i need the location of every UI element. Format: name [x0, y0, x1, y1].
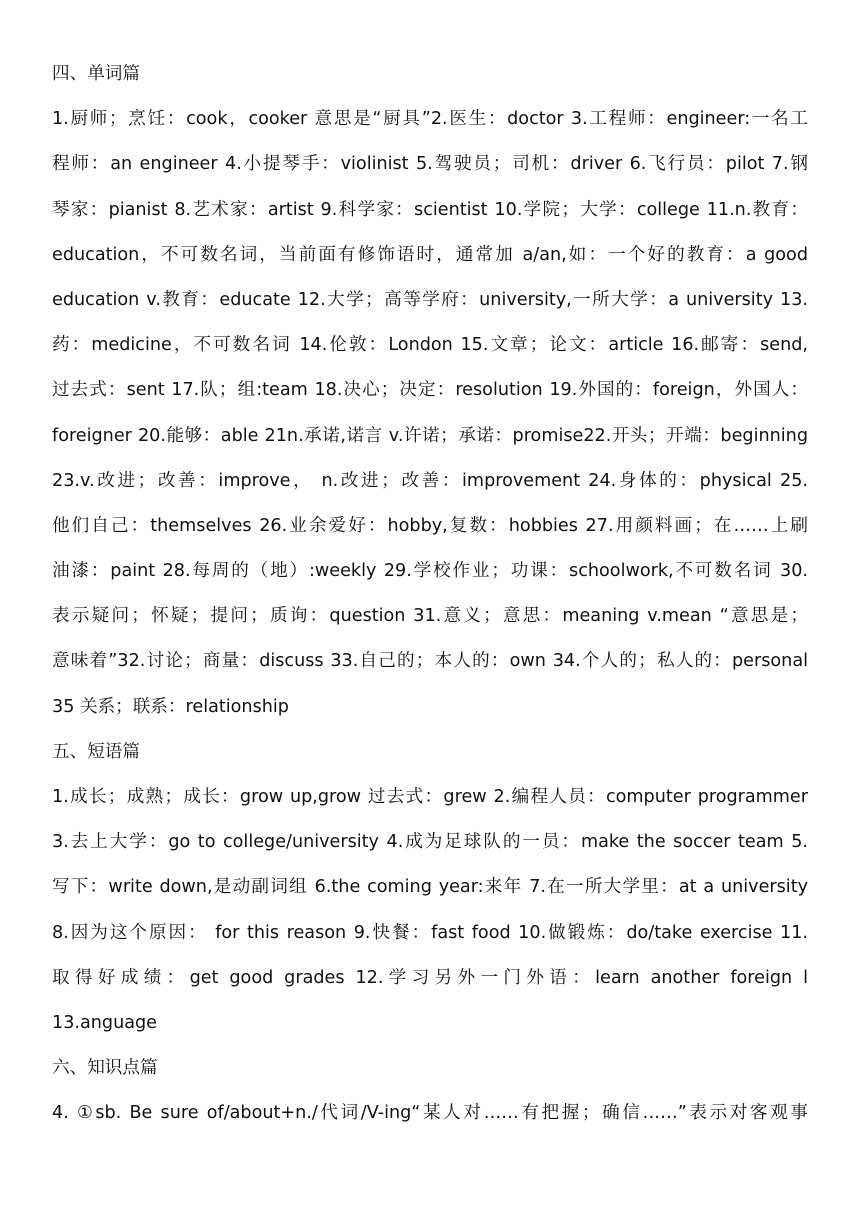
text-line: 过去式：sent 17.队；组:team 18.决心；决定：resolution 19.外国的：foreign，外国人： [52, 380, 808, 401]
text-line: 8.因为这个原因： for this reason 9.快餐：fast food 10.做锻炼：do/take exercise 11. [52, 922, 808, 943]
text-line: 程师：an engineer 4.小提琴手：violinist 5.驾驶员；司机：driver 6.飞行员：pilot 7.钢 [52, 154, 808, 175]
section-heading: 五、短语篇 [52, 741, 140, 762]
text-line: 1.厨师；烹饪：cook，cooker 意思是“厨具”2.医生：doctor 3.工程师：engineer:一名工 [52, 109, 808, 130]
text-line: 意味着”32.讨论；商量：discuss 33.自己的；本人的：own 34.个人的；私人的：personal [52, 651, 808, 672]
section-heading: 四、单词篇 [52, 64, 140, 84]
text-line: 表示疑问；怀疑；提问；质询：question 31.意义；意思：meaning v.mean “意思是； [52, 606, 808, 627]
text-line: 他们自己：themselves 26.业余爱好：hobby,复数：hobbies 27.用颜料画；在……上刷 [52, 515, 808, 536]
text-line: 13.anguage [52, 1012, 158, 1033]
text-line: 油漆：paint 28.每周的（地）:weekly 29.学校作业；功课：schoolwork,不可数名词 30. [52, 561, 808, 582]
text-line: 取得好成绩：get good grades 12.学习另外一门外语：learn another foreign l [52, 967, 808, 988]
text-line: 35 关系；联系：relationship [52, 696, 289, 717]
document-body [52, 52, 808, 1137]
text-line: 1.成长；成熟；成长：grow up,grow 过去式：grew 2.编程人员：computer programmer [52, 787, 808, 807]
text-line: 23.v.改进；改善：improve， n.改进；改善：improvement 24.身体的：physical 25. [52, 470, 808, 491]
text-line: foreigner 20.能够：able 21n.承诺,诺言 v.许诺；承诺：promise22.开头；开端：beginning [52, 425, 808, 446]
text-line: education，不可数名词，当前面有修饰语时，通常加 a/an,如：一个好的教育：a good [52, 244, 808, 265]
document-page [52, 52, 808, 1137]
text-line: education v.教育：educate 12.大学；高等学府：university,一所大学：a university 13. [52, 289, 808, 310]
section-heading: 六、知识点篇 [52, 1058, 158, 1079]
text-line: 写下：write down,是动副词组 6.the coming year:来年 7.在一所大学里：at a university [52, 877, 808, 898]
text-line: 琴家：pianist 8.艺术家：artist 9.科学家：scientist 10.学院；大学：college 11.n.教育： [52, 199, 808, 220]
text-line: 3.去上大学：go to college/university 4.成为足球队的一员：make the soccer team 5. [52, 832, 808, 853]
text-line: 药：medicine，不可数名词 14.伦敦：London 15.文章；论文：article 16.邮寄：send, [52, 335, 808, 356]
text-line: 4. ①sb. Be sure of/about+n./代词/V-ing“某人对……有把握；确信……”表示对客观事 [52, 1103, 808, 1124]
